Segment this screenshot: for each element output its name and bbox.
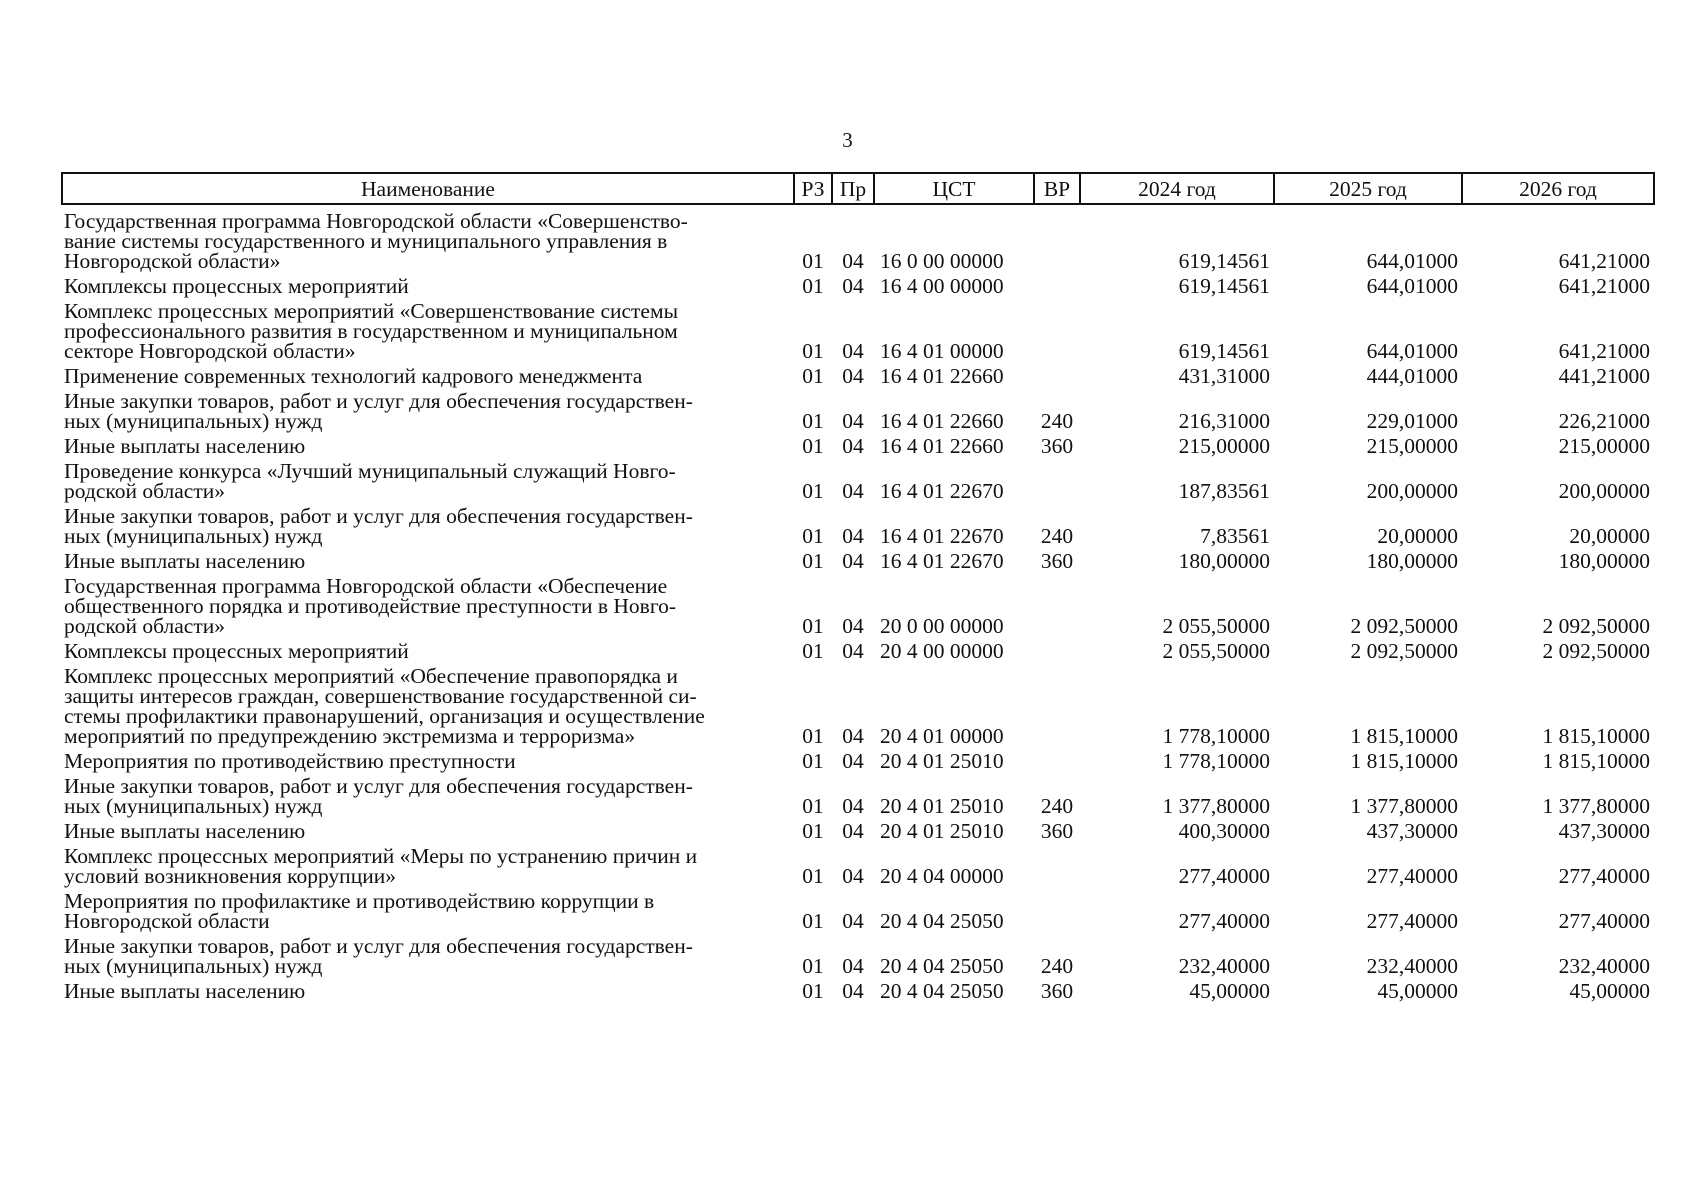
row-pr: 04 (842, 409, 864, 433)
row-vr: 240 (1040, 794, 1074, 818)
row-rz: 01 (802, 524, 824, 548)
row-vr: 240 (1040, 524, 1074, 548)
row-name (62, 979, 794, 1004)
table-row (62, 389, 1654, 434)
row-name-line: Мероприятия по противодействию преступности (64, 749, 516, 773)
row-name-line: Иные закупки товаров, работ и услуг для обеспечения государствен- (64, 774, 693, 798)
row-2026: 20,00000 (1569, 524, 1650, 548)
table-row (62, 204, 1654, 274)
row-rz: 01 (802, 364, 824, 388)
row-vr (1034, 889, 1080, 934)
row-name (62, 274, 794, 299)
table-row (62, 459, 1654, 504)
row-name (62, 389, 794, 434)
row-cst: 20 4 04 25050 (880, 954, 1004, 978)
table-row (62, 549, 1654, 574)
row-cst: 16 4 01 22660 (880, 364, 1004, 388)
row-2025: 1 377,80000 (1350, 794, 1458, 818)
header-vr: ВР (1034, 173, 1080, 204)
row-cst: 16 4 01 22660 (880, 434, 1004, 458)
table-row (62, 434, 1654, 459)
row-name (62, 434, 794, 459)
row-pr: 04 (842, 909, 864, 933)
row-2026: 226,21000 (1558, 409, 1650, 433)
row-name-line: Применение современных технологий кадрового менеджмента (64, 364, 643, 388)
row-pr: 04 (842, 364, 864, 388)
table-row (62, 774, 1654, 819)
row-name (62, 664, 794, 749)
row-name-line: ных (муниципальных) нужд (64, 409, 323, 433)
row-name-line: Мероприятия по профилактике и противодействию коррупции в (64, 889, 655, 913)
row-name-line: Новгородской области» (64, 249, 281, 273)
row-2026: 437,30000 (1558, 819, 1650, 843)
row-rz: 01 (802, 614, 824, 638)
row-rz: 01 (802, 409, 824, 433)
row-vr: 240 (1040, 409, 1074, 433)
row-name-line: Комплекс процессных мероприятий «Совершенствование системы (64, 299, 679, 323)
row-name-line: Иные выплаты населению (64, 979, 306, 1003)
row-name-line: ных (муниципальных) нужд (64, 794, 323, 818)
row-pr: 04 (842, 274, 864, 298)
row-cst: 16 4 01 00000 (880, 339, 1004, 363)
row-vr (1034, 844, 1080, 889)
row-name-line: Комплекс процессных мероприятий «Меры по устранению причин и (64, 844, 698, 868)
row-name (62, 819, 794, 844)
row-cst: 16 4 01 22660 (880, 409, 1004, 433)
row-pr: 04 (842, 864, 864, 888)
row-2026: 1 377,80000 (1542, 794, 1650, 818)
row-pr: 04 (842, 794, 864, 818)
row-2026: 277,40000 (1558, 864, 1650, 888)
row-name-line: секторе Новгородской области» (64, 339, 356, 363)
row-2025: 437,30000 (1366, 819, 1458, 843)
table-row (62, 749, 1654, 774)
table-body (62, 204, 1654, 1004)
row-rz: 01 (802, 954, 824, 978)
row-rz: 01 (802, 274, 824, 298)
row-name-line: условий возникновения коррупции» (64, 864, 396, 888)
row-2024: 180,00000 (1178, 549, 1270, 573)
row-vr: 240 (1040, 954, 1074, 978)
row-2026: 641,21000 (1558, 339, 1650, 363)
row-name-line: Иные выплаты населению (64, 819, 306, 843)
row-vr: 360 (1040, 434, 1074, 458)
table-row (62, 889, 1654, 934)
row-pr: 04 (842, 639, 864, 663)
table-row (62, 299, 1654, 364)
row-2024: 400,30000 (1178, 819, 1270, 843)
row-2024: 45,00000 (1189, 979, 1270, 1003)
row-cst: 16 4 00 00000 (880, 274, 1004, 298)
row-rz: 01 (802, 909, 824, 933)
row-name-line: Иные закупки товаров, работ и услуг для обеспечения государствен- (64, 504, 693, 528)
row-rz: 01 (802, 479, 824, 503)
row-2025: 2 092,50000 (1350, 614, 1458, 638)
row-name-line: родской области» (64, 614, 225, 638)
row-cst: 20 0 00 00000 (880, 614, 1004, 638)
row-2025: 1 815,10000 (1350, 724, 1458, 748)
row-name-line: Иные закупки товаров, работ и услуг для обеспечения государствен- (64, 934, 693, 958)
row-2024: 187,83561 (1178, 479, 1270, 503)
row-name-line: мероприятий по предупреждению экстремизма и терроризма» (64, 724, 636, 748)
table-row (62, 364, 1654, 389)
row-2024: 619,14561 (1178, 274, 1270, 298)
row-name-line: Государственная программа Новгородской области «Совершенство- (64, 209, 688, 233)
table-row (62, 844, 1654, 889)
row-2024: 215,00000 (1178, 434, 1270, 458)
row-pr: 04 (842, 819, 864, 843)
table-row (62, 504, 1654, 549)
row-vr (1034, 664, 1080, 749)
table-row (62, 934, 1654, 979)
row-pr: 04 (842, 434, 864, 458)
row-vr (1034, 299, 1080, 364)
row-vr (1034, 749, 1080, 774)
row-name-line: Комплексы процессных мероприятий (64, 639, 409, 663)
row-name (62, 204, 794, 274)
row-vr: 360 (1040, 979, 1074, 1003)
row-2026: 232,40000 (1558, 954, 1650, 978)
row-vr (1034, 204, 1080, 274)
table-row (62, 639, 1654, 664)
row-2024: 431,31000 (1178, 364, 1270, 388)
row-name-line: Новгородской области (64, 909, 270, 933)
row-rz: 01 (802, 639, 824, 663)
row-name-line: общественного порядка и противодействие преступности в Новго- (64, 594, 677, 618)
row-2025: 644,01000 (1366, 339, 1458, 363)
row-2024: 1 778,10000 (1162, 724, 1270, 748)
row-2024: 619,14561 (1178, 339, 1270, 363)
row-2025: 277,40000 (1366, 864, 1458, 888)
row-cst: 20 4 01 25010 (880, 749, 1004, 773)
row-2025: 644,01000 (1366, 274, 1458, 298)
row-vr (1034, 574, 1080, 639)
row-2026: 215,00000 (1558, 434, 1650, 458)
row-vr: 360 (1040, 819, 1074, 843)
page-number: 3 (842, 128, 853, 152)
row-2025: 200,00000 (1366, 479, 1458, 503)
row-name (62, 749, 794, 774)
row-vr: 360 (1040, 549, 1074, 573)
row-2026: 641,21000 (1558, 274, 1650, 298)
row-rz: 01 (802, 724, 824, 748)
row-rz: 01 (802, 864, 824, 888)
row-cst: 20 4 01 00000 (880, 724, 1004, 748)
row-pr: 04 (842, 479, 864, 503)
row-rz: 01 (802, 549, 824, 573)
row-pr: 04 (842, 954, 864, 978)
row-name-line: вание системы государственного и муниципального управления в (64, 229, 668, 253)
row-name-line: ных (муниципальных) нужд (64, 954, 323, 978)
row-cst: 20 4 04 25050 (880, 979, 1004, 1003)
row-2026: 45,00000 (1569, 979, 1650, 1003)
table-row (62, 819, 1654, 844)
row-name-line: Иные закупки товаров, работ и услуг для обеспечения государствен- (64, 389, 693, 413)
row-vr (1034, 364, 1080, 389)
row-2026: 441,21000 (1558, 364, 1650, 388)
row-name-line: Комплексы процессных мероприятий (64, 274, 409, 298)
row-name (62, 504, 794, 549)
row-2025: 20,00000 (1377, 524, 1458, 548)
row-pr: 04 (842, 614, 864, 638)
row-2025: 2 092,50000 (1350, 639, 1458, 663)
row-2025: 277,40000 (1366, 909, 1458, 933)
row-vr (1034, 274, 1080, 299)
row-pr: 04 (842, 549, 864, 573)
row-name-line: Государственная программа Новгородской области «Обеспечение (64, 574, 668, 598)
row-name (62, 639, 794, 664)
row-2025: 180,00000 (1366, 549, 1458, 573)
row-rz: 01 (802, 749, 824, 773)
row-2024: 1 778,10000 (1162, 749, 1270, 773)
row-cst: 20 4 04 00000 (880, 864, 1004, 888)
row-name (62, 364, 794, 389)
row-pr: 04 (842, 524, 864, 548)
row-name-line: Иные выплаты населению (64, 434, 306, 458)
row-rz: 01 (802, 339, 824, 363)
row-rz: 01 (802, 794, 824, 818)
row-name (62, 574, 794, 639)
header-row (62, 173, 1654, 204)
row-rz: 01 (802, 434, 824, 458)
row-2026: 1 815,10000 (1542, 749, 1650, 773)
header-pr: Пр (832, 173, 874, 204)
row-name (62, 774, 794, 819)
row-2025: 444,01000 (1366, 364, 1458, 388)
table-header (62, 173, 1654, 204)
row-rz: 01 (802, 819, 824, 843)
row-rz: 01 (802, 979, 824, 1003)
row-2024: 619,14561 (1178, 249, 1270, 273)
table-row (62, 979, 1654, 1004)
row-cst: 16 4 01 22670 (880, 479, 1004, 503)
row-cst: 16 4 01 22670 (880, 549, 1004, 573)
table-row (62, 574, 1654, 639)
row-name (62, 299, 794, 364)
row-2026: 180,00000 (1558, 549, 1650, 573)
row-name-line: родской области» (64, 479, 225, 503)
row-2025: 215,00000 (1366, 434, 1458, 458)
row-name-line: защиты интересов граждан, совершенствование государственной си- (64, 684, 697, 708)
row-vr (1034, 639, 1080, 664)
row-2025: 1 815,10000 (1350, 749, 1458, 773)
row-2026: 641,21000 (1558, 249, 1650, 273)
header-2024: 2024 год (1080, 173, 1274, 204)
row-cst: 20 4 01 25010 (880, 819, 1004, 843)
header-2025: 2025 год (1274, 173, 1462, 204)
row-2025: 45,00000 (1377, 979, 1458, 1003)
table-row (62, 274, 1654, 299)
row-name (62, 459, 794, 504)
row-2026: 2 092,50000 (1542, 614, 1650, 638)
row-name-line: Иные выплаты населению (64, 549, 306, 573)
row-pr: 04 (842, 979, 864, 1003)
header-rz: РЗ (794, 173, 832, 204)
row-pr: 04 (842, 339, 864, 363)
row-2024: 277,40000 (1178, 909, 1270, 933)
row-cst: 20 4 01 25010 (880, 794, 1004, 818)
row-cst: 20 4 04 25050 (880, 909, 1004, 933)
row-name (62, 889, 794, 934)
row-2024: 7,83561 (1200, 524, 1270, 548)
row-2025: 644,01000 (1366, 249, 1458, 273)
row-2026: 200,00000 (1558, 479, 1650, 503)
header-2026: 2026 год (1462, 173, 1654, 204)
row-name-line: профессионального развития в государственном и муниципальном (64, 319, 678, 343)
row-2024: 1 377,80000 (1162, 794, 1270, 818)
row-name (62, 934, 794, 979)
row-2024: 2 055,50000 (1162, 639, 1270, 663)
row-cst: 20 4 00 00000 (880, 639, 1004, 663)
row-2026: 2 092,50000 (1542, 639, 1650, 663)
row-vr (1034, 459, 1080, 504)
row-2026: 277,40000 (1558, 909, 1650, 933)
row-2024: 232,40000 (1178, 954, 1270, 978)
row-name-line: Комплекс процессных мероприятий «Обеспечение правопорядка и (64, 664, 678, 688)
row-rz: 01 (802, 249, 824, 273)
header-name: Наименование (62, 173, 794, 204)
row-2024: 216,31000 (1178, 409, 1270, 433)
row-2025: 229,01000 (1366, 409, 1458, 433)
row-2025: 232,40000 (1366, 954, 1458, 978)
row-name-line: ных (муниципальных) нужд (64, 524, 323, 548)
row-name-line: Проведение конкурса «Лучший муниципальный служащий Новго- (64, 459, 676, 483)
row-name (62, 844, 794, 889)
budget-table (61, 172, 1655, 1004)
row-2024: 277,40000 (1178, 864, 1270, 888)
row-pr: 04 (842, 249, 864, 273)
row-name-line: стемы профилактики правонарушений, организация и осуществление (64, 704, 705, 728)
row-pr: 04 (842, 749, 864, 773)
row-2026: 1 815,10000 (1542, 724, 1650, 748)
row-2024: 2 055,50000 (1162, 614, 1270, 638)
table-row (62, 664, 1654, 749)
row-name (62, 549, 794, 574)
row-cst: 16 4 01 22670 (880, 524, 1004, 548)
header-cst: ЦСТ (874, 173, 1034, 204)
row-cst: 16 0 00 00000 (880, 249, 1004, 273)
row-pr: 04 (842, 724, 864, 748)
